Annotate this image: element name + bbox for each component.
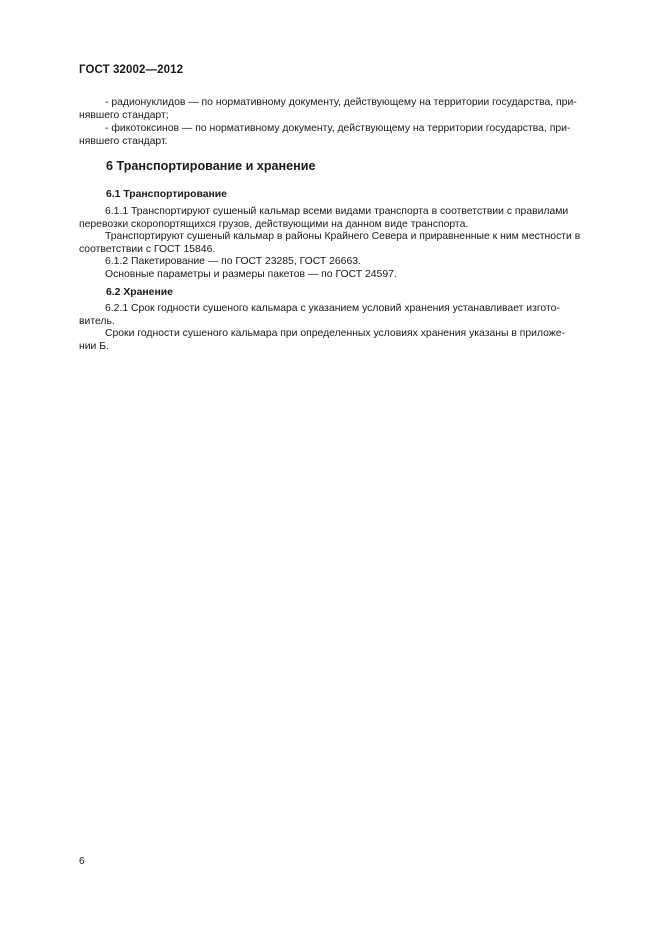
clause-6-2-1-annex-line-1: Сроки годности сушеного кальмара при определенных условиях хранения указаны в приложе- bbox=[105, 328, 565, 340]
phycotoxins-line-2: нявшего стандарт. bbox=[79, 135, 168, 147]
clause-6-1-1-north-line-1: Транспортируют сушеный кальмар в районы Крайнего Севера и приравненные к ним местности в bbox=[105, 231, 581, 243]
clause-6-2-1-line-2: витель. bbox=[79, 315, 115, 327]
subsection-title-transport: 6.1 Транспортирование bbox=[106, 189, 227, 200]
clause-6-1-1-north bbox=[79, 231, 615, 256]
page-number: 6 bbox=[79, 856, 85, 867]
radionuclides-line-2: нявшего стандарт; bbox=[79, 109, 169, 121]
clause-6-2-1-annex-line-2: нии Б. bbox=[79, 340, 109, 352]
clause-6-2-1-annex bbox=[79, 328, 615, 353]
storage-block bbox=[79, 303, 615, 353]
transport-block bbox=[79, 206, 615, 282]
radionuclides-line-1: - радионуклидов — по нормативному документу, действующему на территории государства, при- bbox=[105, 97, 577, 108]
clause-6-1-2: 6.1.2 Пакетирование — по ГОСТ 23285, ГОСТ 26663. bbox=[105, 256, 361, 268]
clause-6-1-1 bbox=[79, 206, 615, 231]
section-title: 6 Транспортирование и хранение bbox=[106, 159, 316, 173]
subsection-title-storage: 6.2 Хранение bbox=[106, 287, 173, 298]
clause-6-1-1-north-line-2: соответствии с ГОСТ 15846. bbox=[79, 243, 216, 255]
document-header: ГОСТ 32002—2012 bbox=[79, 64, 184, 76]
clause-6-1-1-line-1: 6.1.1 Транспортируют сушеный кальмар всеми видами транспорта в соответствии с правилами bbox=[105, 206, 569, 217]
clause-6-2-1-line-1: 6.2.1 Срок годности сушеного кальмара с указанием условий хранения устанавливает изгото- bbox=[105, 303, 560, 314]
intro-block bbox=[79, 97, 615, 148]
clause-6-1-2-params: Основные параметры и размеры пакетов — по ГОСТ 24597. bbox=[105, 268, 397, 280]
radionuclides-item bbox=[79, 97, 615, 122]
phycotoxins-item bbox=[79, 123, 615, 148]
clause-6-2-1 bbox=[79, 303, 615, 328]
phycotoxins-line-1: - фикотоксинов — по нормативному документу, действующему на территории государства, при- bbox=[105, 123, 571, 135]
clause-6-1-1-line-2: перевозки скоропортящихся грузов, действующими на данном виде транспорта. bbox=[79, 218, 469, 230]
